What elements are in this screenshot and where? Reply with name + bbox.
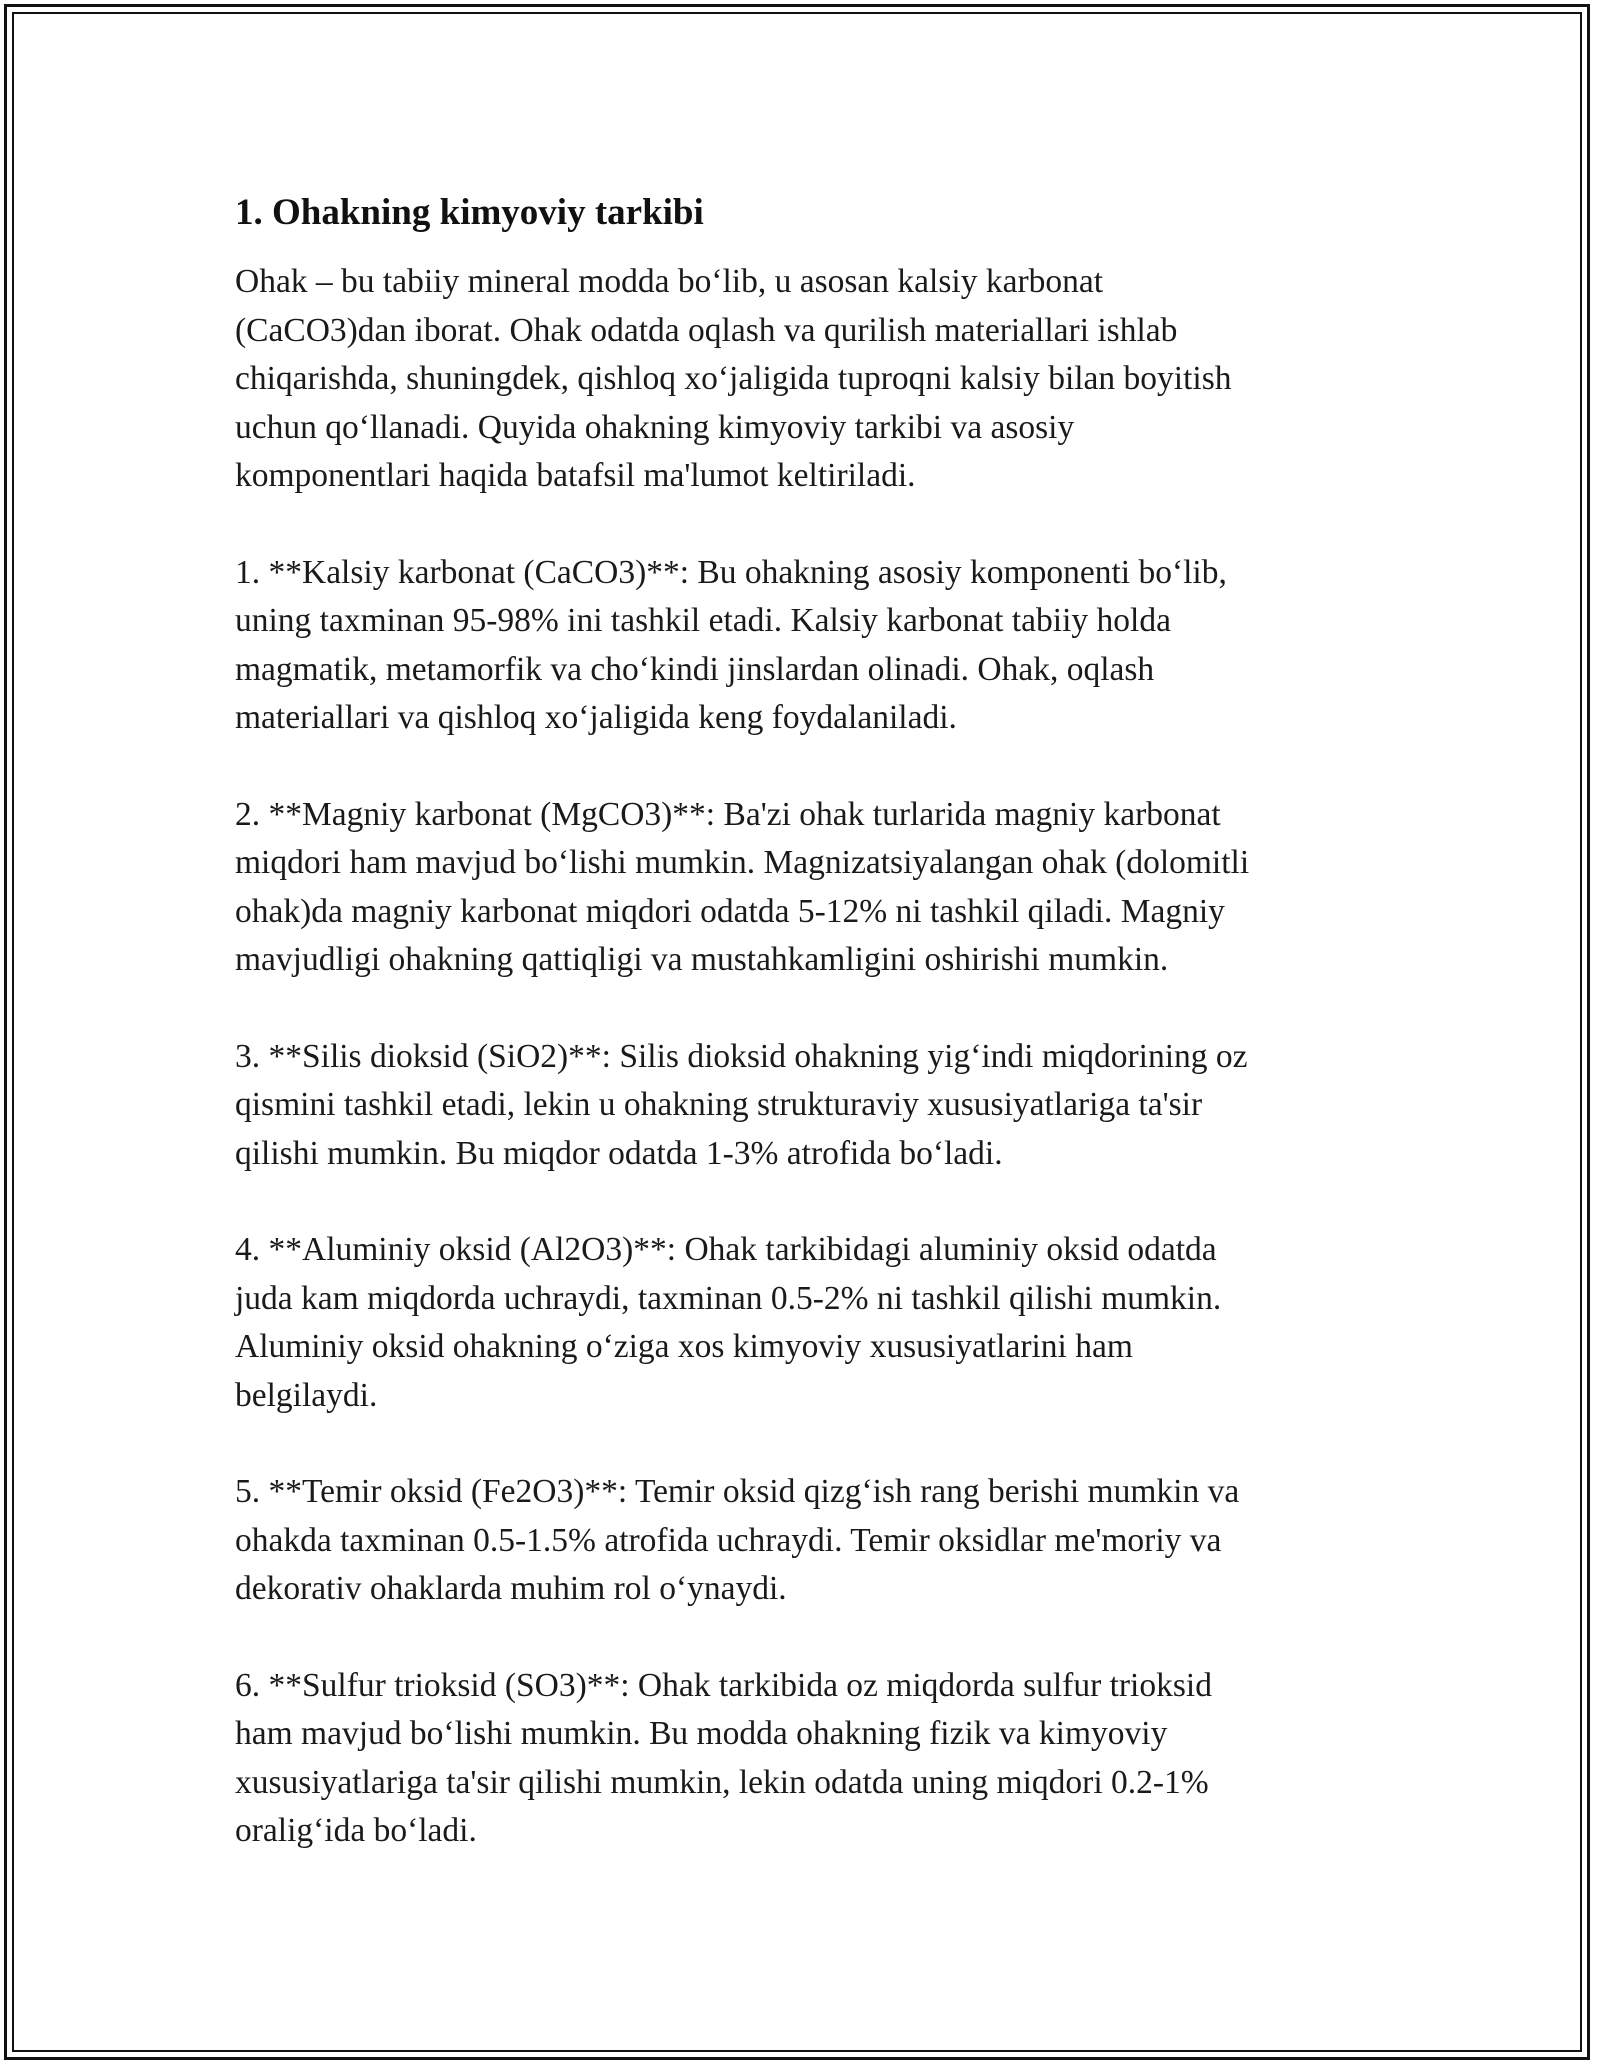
document-title: 1. Ohakning kimyoviy tarkibi [235, 192, 704, 233]
paragraph-magniy-karbonat: 2. **Magniy karbonat (MgCO3)**: Ba'zi ohak turlarida magniy karbonat miqdori ham mavjud bo‘lishi mumkin. Magnizatsiyalangan ohak (dolomitli ohak)da magniy karbonat miqdori odatda 5-12% ni tashkil qiladi. Magniy mavjudligi ohakning qattiqligi va mustahkamligini oshirishi mumkin. [235, 795, 1250, 978]
intro-paragraph: Ohak – bu tabiiy mineral modda bo‘lib, u asosan kalsiy karbonat (CaCO3)dan iborat. Ohak odatda oqlash va qurilish materiallari ishlab chiqarishda, shuningdek, qishloq xo‘jaligida tuproqni kalsiy bilan boyitish uchun qo‘llanadi. Quyida ohakning kimyoviy tarkibi va asosiy komponentlari haqida batafsil ma'lumot keltiriladi. [235, 263, 1232, 494]
paragraph-silis-dioksid: 3. **Silis dioksid (SiO2)**: Silis dioksid ohakning yig‘indi miqdorining oz qismini tashkil etadi, lekin u ohakning strukturaviy xususiyatlariga ta'sir qilishi mumkin. Bu miqdor odatda 1-3% atrofida bo‘ladi. [235, 1037, 1248, 1172]
paragraph-temir-oksid: 5. **Temir oksid (Fe2O3)**: Temir oksid qizg‘ish rang berishi mumkin va ohakda taxminan 0.5-1.5% atrofida uchraydi. Temir oksidlar me'moriy va dekorativ ohaklarda muhim rol o‘ynaydi. [235, 1473, 1240, 1607]
document-body [235, 186, 1385, 1904]
paragraph-aluminiy-oksid: 4. **Aluminiy oksid (Al2O3)**: Ohak tarkibidagi aluminiy oksid odatda juda kam miqdorda uchraydi, taxminan 0.5-2% ni tashkil qilishi mumkin. Aluminiy oksid ohakning o‘ziga xos kimyoviy xususiyatlarini ham belgilaydi. [235, 1231, 1222, 1414]
paragraph-sulfur-trioksid: 6. **Sulfur trioksid (SO3)**: Ohak tarkibida oz miqdorda sulfur trioksid ham mavjud bo‘lishi mumkin. Bu modda ohakning fizik va kimyoviy xususiyatlariga ta'sir qilishi mumkin, lekin odatda uning miqdori 0.2-1% oralig‘ida bo‘ladi. [235, 1666, 1212, 1849]
paragraph-kalsiy-karbonat: 1. **Kalsiy karbonat (CaCO3)**: Bu ohakning asosiy komponenti bo‘lib, uning taxminan 95-98% ini tashkil etadi. Kalsiy karbonat tabiiy holda magmatik, metamorfik va cho‘kindi jinslardan olinadi. Ohak, oqlash materiallari va qishloq xo‘jaligida keng foydalaniladi. [235, 553, 1227, 736]
